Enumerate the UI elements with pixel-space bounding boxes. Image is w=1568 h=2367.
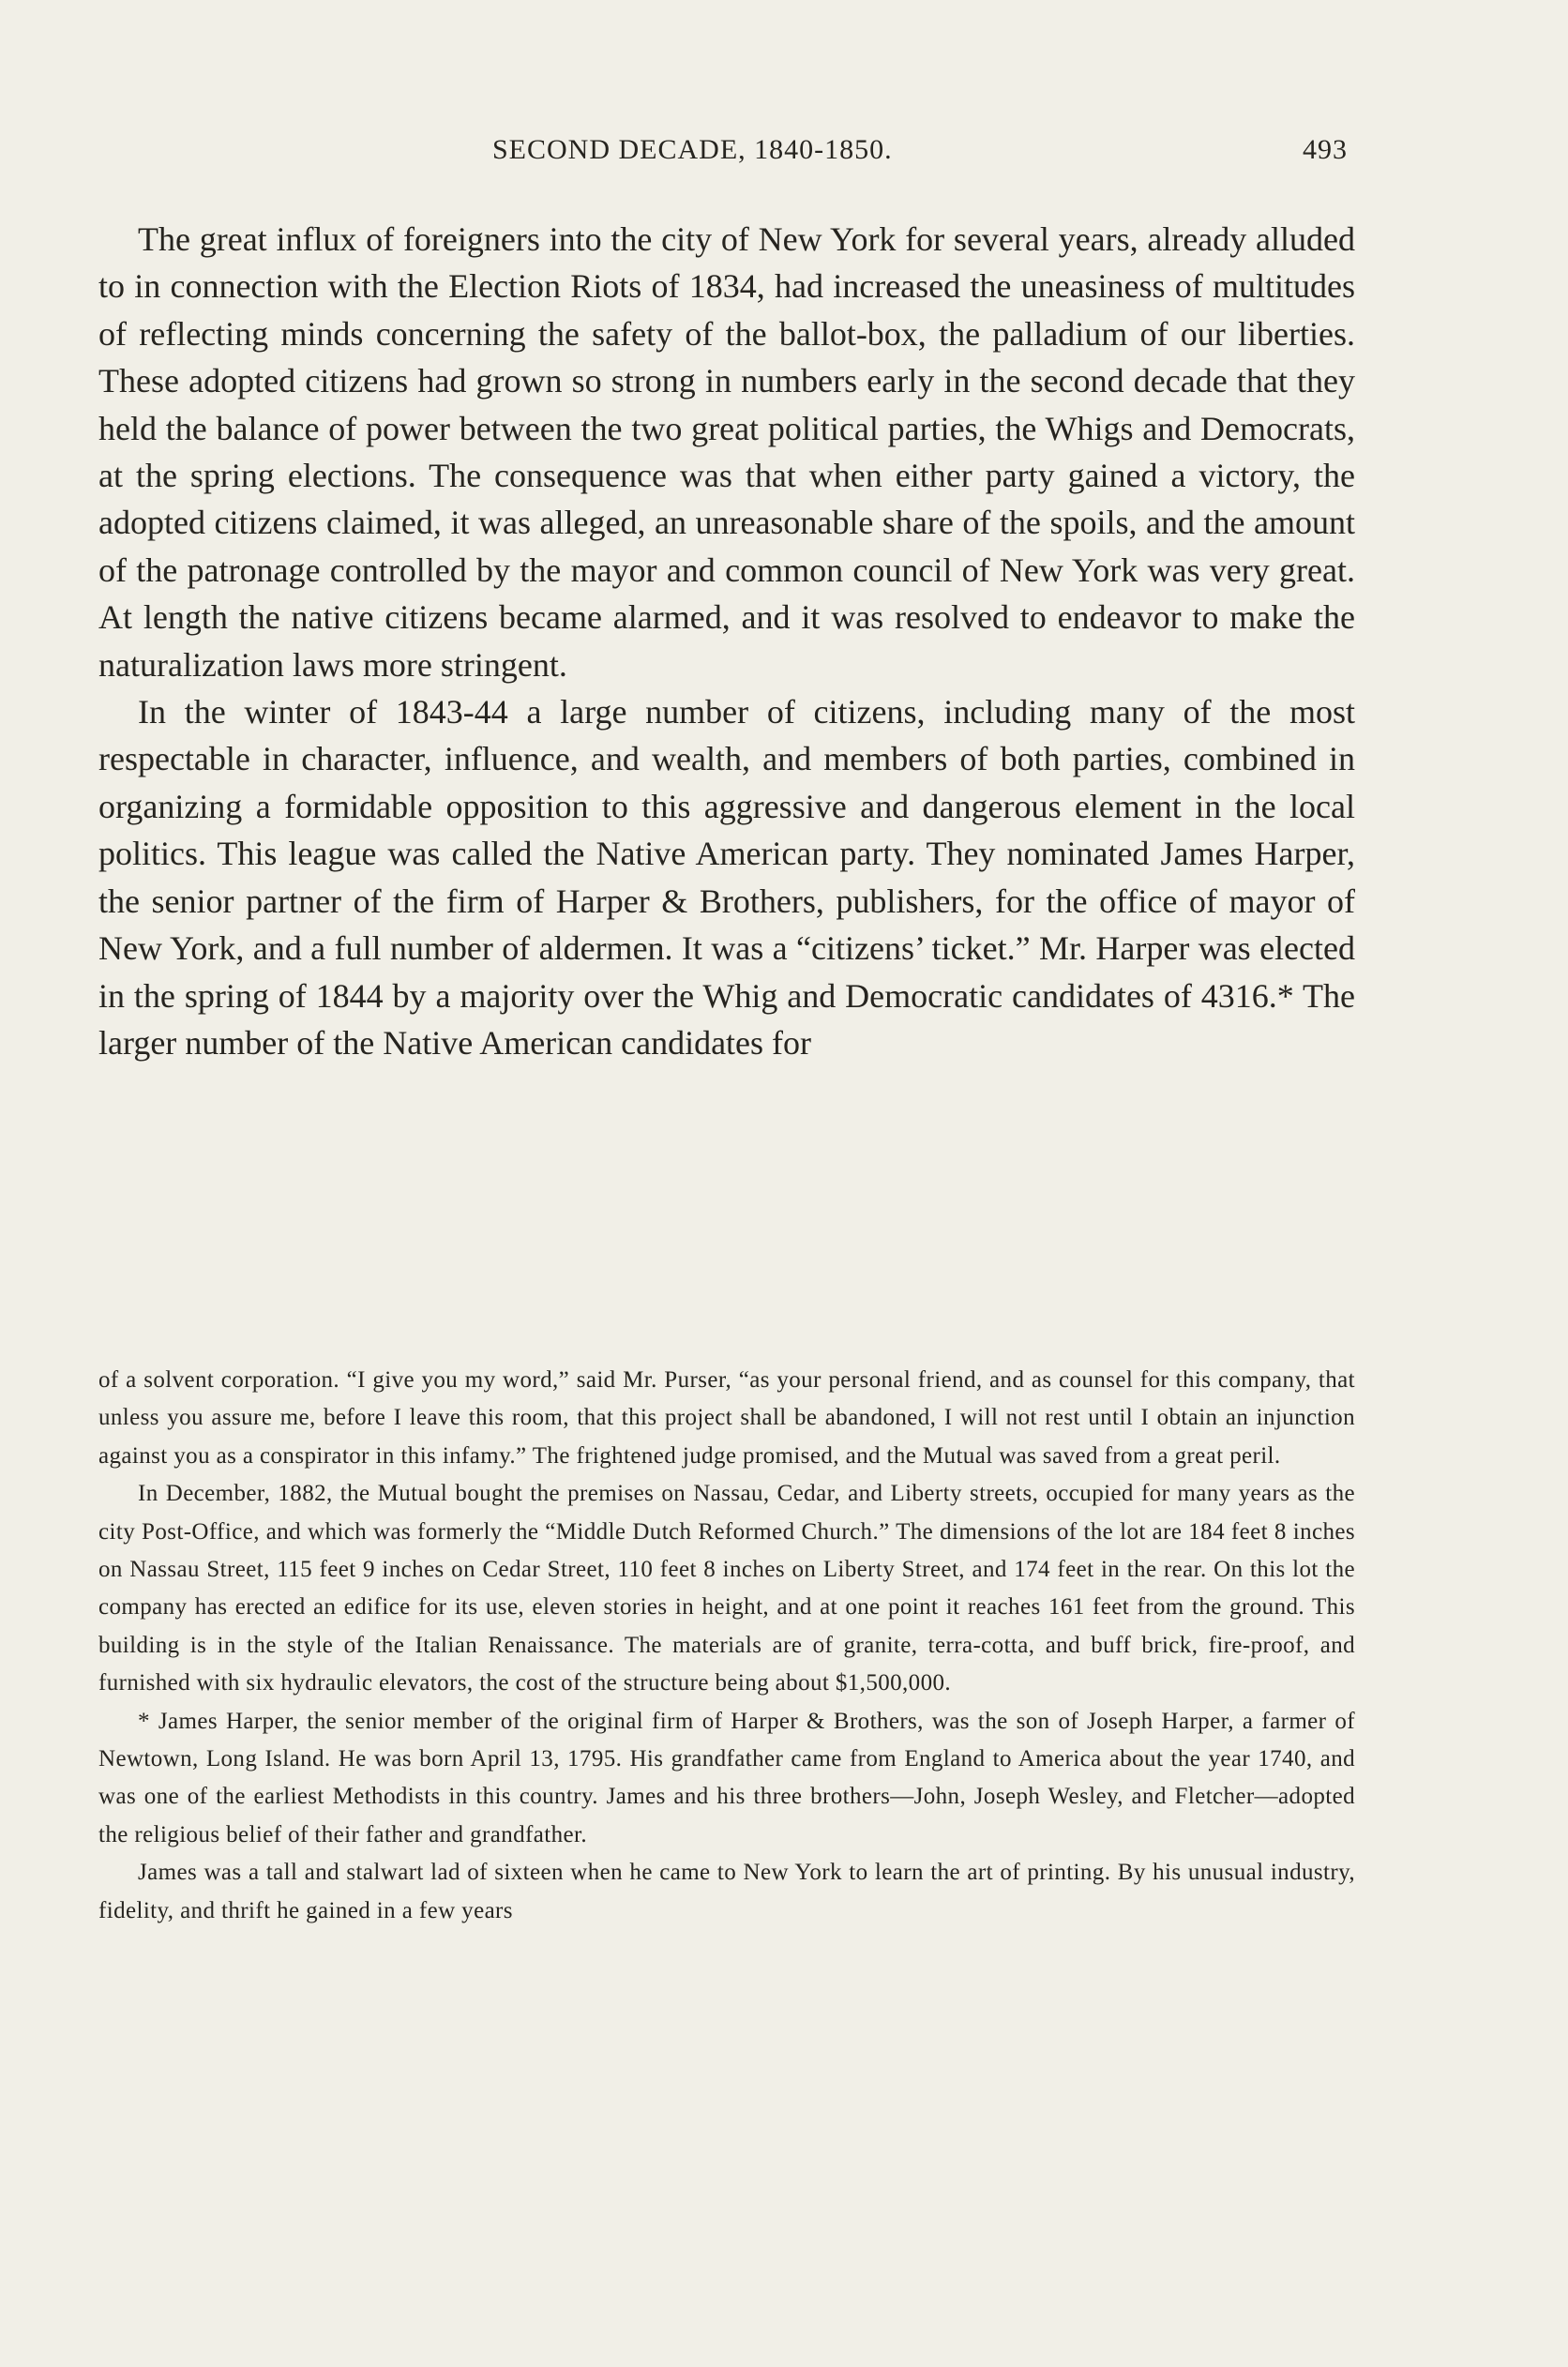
body-paragraph: In the winter of 1843-44 a large number of citizens, including many of the most respectable in character, influence, and wealth, and members of both parties, combined in organizing a formidable opposition to this aggressive and dangerous element in the local politics. This league was called the Native American party. They nominated James Harper, the senior partner of the firm of Harper & Brothers, publishers, for the office of mayor of New York, and a full number of aldermen. It was a “citizens’ ticket.” Mr. Harper was elected in the spring of 1844 by a majority over the Whig and Democratic candidates of 4316.* The larger number of the Native American candidates for xyxy=(98,693,1355,1062)
main-text xyxy=(98,216,1355,1066)
book-page xyxy=(98,0,1355,2367)
body-paragraph: The great influx of foreigners into the city of New York for several years, already alluded to in connection with the Election Riots of 1834, had increased the uneasiness of multitudes of reflecting minds concerning the safety of the ballot-box, the palladium of our liberties. These adopted citizens had grown so strong in numbers early in the second decade that they held the balance of power between the two great political parties, the Whigs and Democrats, at the spring elections. The consequence was that when either party gained a victory, the adopted citizens claimed, it was alleged, an unreasonable share of the spoils, and the amount of the patronage controlled by the mayor and common council of New York was very great. At length the native citizens became alarmed, and it was resolved to endeavor to make the naturalization laws more stringent. xyxy=(98,220,1355,684)
footnote-paragraph: James was a tall and stalwart lad of sixteen when he came to New York to learn the art of printing. By his unusual industry, fidelity, and thrift he gained in a few years xyxy=(98,1860,1355,1923)
footnote-paragraph: of a solvent corporation. “I give you my word,” said Mr. Purser, “as your personal friend, and as counsel for this company, that unless you assure me, before I leave this room, that this project shall be abandoned, I will not rest until I obtain an injunction against you as a conspirator in this infamy.” The frightened judge promised, and the Mutual was saved from a great peril. xyxy=(98,1367,1355,1469)
running-head: SECOND DECADE, 1840-1850. xyxy=(492,134,893,165)
footnotes xyxy=(98,1362,1355,1930)
page-number: 493 xyxy=(1303,134,1348,165)
footnote-paragraph: * James Harper, the senior member of the original firm of Harper & Brothers, was the son of Joseph Harper, a farmer of Newtown, Long Island. He was born April 13, 1795. His grandfather came from England to America about the year 1740, and was one of the earliest Methodists in this country. James and his three brothers—John, Joseph Wesley, and Fletcher—adopted the religious belief of their father and grandfather. xyxy=(98,1708,1355,1847)
footnote-paragraph: In December, 1882, the Mutual bought the premises on Nassau, Cedar, and Liberty streets, occupied for many years as the city Post-Office, and which was formerly the “Middle Dutch Reformed Church.” The dimensions of the lot are 184 feet 8 inches on Nassau Street, 115 feet 9 inches on Cedar Street, 110 feet 8 inches on Liberty Street, and 174 feet in the rear. On this lot the company has erected an edifice for its use, eleven stories in height, and at one point it reaches 161 feet from the ground. This building is in the style of the Italian Renaissance. The materials are of granite, terra-cotta, and buff brick, fire-proof, and furnished with six hydraulic elevators, the cost of the structure being about $1,500,000. xyxy=(98,1481,1355,1696)
page-header xyxy=(98,134,1355,175)
